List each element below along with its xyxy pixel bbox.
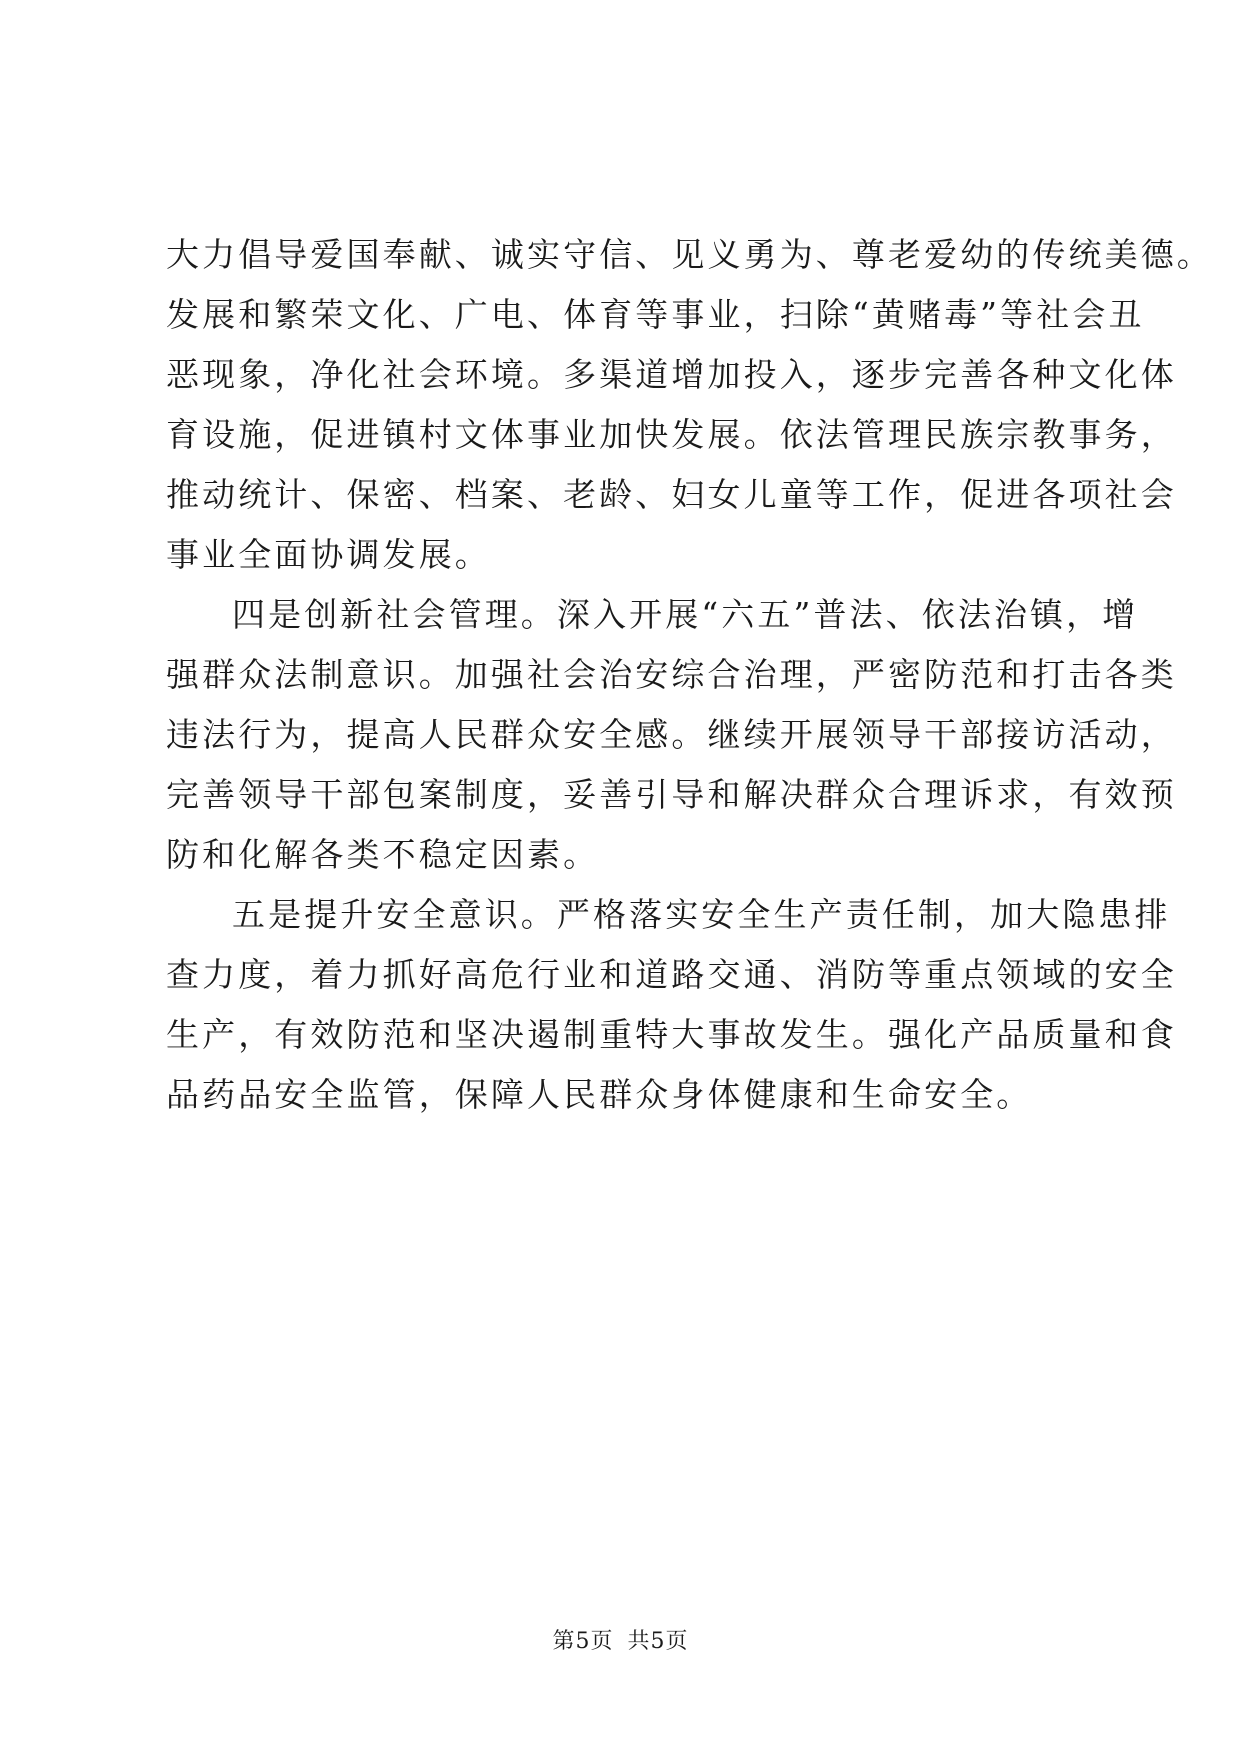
text-line: 推动统计、保密、档案、老龄、妇女儿童等工作，促进各项社会 xyxy=(166,475,1177,514)
text-line: 查力度，着力抓好高危行业和道路交通、消防等重点领域的安全 xyxy=(166,955,1177,994)
page-number-current: 第5页 xyxy=(552,1629,614,1654)
page-footer xyxy=(0,1624,1241,1655)
paragraph xyxy=(166,225,1213,585)
text-line: 五是提升安全意识。严格落实安全生产责任制，加大隐患排 xyxy=(232,895,1171,934)
paragraph xyxy=(166,585,1177,885)
text-line: 生产，有效防范和坚决遏制重特大事故发生。强化产品质量和食 xyxy=(166,1015,1177,1054)
text-line: 四是创新社会管理。深入开展“六五”普法、依法治镇，增 xyxy=(232,595,1139,634)
document-body xyxy=(166,225,1213,1125)
text-line: 大力倡导爱国奉献、诚实守信、见义勇为、尊老爱幼的传统美德。 xyxy=(166,235,1213,274)
text-line: 违法行为，提高人民群众安全感。继续开展领导干部接访活动， xyxy=(166,715,1177,754)
text-line: 恶现象，净化社会环境。多渠道增加投入，逐步完善各种文化体 xyxy=(166,355,1177,394)
text-line: 强群众法制意识。加强社会治安综合治理，严密防范和打击各类 xyxy=(166,655,1177,694)
text-line: 品药品安全监管，保障人民群众身体健康和生命安全。 xyxy=(166,1075,1033,1114)
text-line: 防和化解各类不稳定因素。 xyxy=(166,835,600,874)
text-line: 事业全面协调发展。 xyxy=(166,535,491,574)
paragraph xyxy=(166,885,1177,1125)
page-number-total: 共5页 xyxy=(627,1629,689,1654)
text-line: 完善领导干部包案制度，妥善引导和解决群众合理诉求，有效预 xyxy=(166,775,1177,814)
text-line: 育设施，促进镇村文体事业加快发展。依法管理民族宗教事务， xyxy=(166,415,1177,454)
text-line: 发展和繁荣文化、广电、体育等事业，扫除“黄赌毒”等社会丑 xyxy=(166,295,1145,334)
